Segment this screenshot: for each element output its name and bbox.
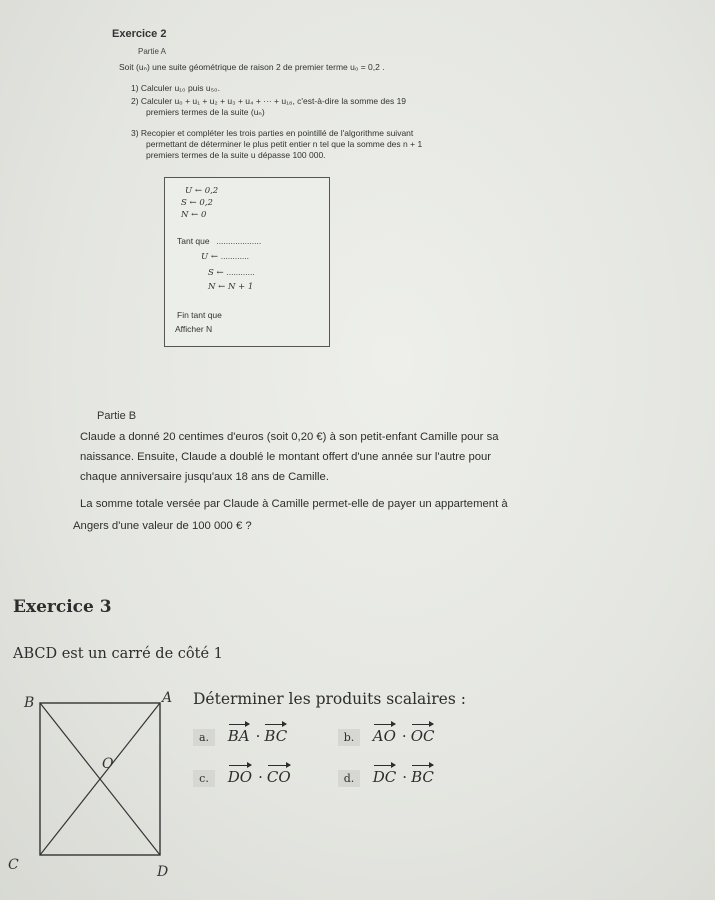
dot-symbol: · [258, 768, 263, 786]
scalar-item-d [338, 768, 436, 787]
algo-blank-u: ............ [220, 251, 250, 261]
algo-u-line [201, 251, 249, 262]
item-letter: d. [338, 770, 360, 787]
question-3-line2: permettant de déterminer le plus petit entier n tel que la somme des n + 1 [146, 139, 423, 149]
part-b-line5: Angers d'une valeur de 100 000 € ? [73, 520, 252, 532]
algo-init-n: N ← 0 [181, 210, 207, 220]
exercise3-statement: ABCD est un carré de côté 1 [13, 646, 223, 662]
dot-symbol: · [255, 727, 261, 745]
dot-symbol: · [402, 768, 408, 786]
vector-oc: OC [410, 727, 435, 745]
vertex-label-c: C [8, 857, 19, 873]
question-3-line1: 3) Recopier et compléter les trois parties en pointillé de l'algorithme suivant [131, 128, 414, 138]
vertex-label-b: B [24, 695, 35, 711]
scalar-item-c [193, 768, 293, 787]
vector-co: CO [266, 768, 291, 786]
algo-end-while: Fin tant que [177, 310, 222, 320]
part-b-line4: La somme totale versée par Claude à Camille permet-elle de payer un appartement à [80, 498, 508, 510]
algo-u-assign: U ← [201, 252, 218, 262]
dot-symbol: · [401, 727, 407, 745]
exercise3-title: Exercice 3 [13, 597, 112, 617]
algo-n-increment: N ← N + 1 [208, 282, 254, 292]
algo-s-assign: S ← [208, 268, 224, 278]
vector-do: DO [227, 768, 253, 786]
item-letter: b. [338, 729, 360, 746]
question-2-line1: 2) Calculer u₀ + u₁ + u₂ + u₃ + u₄ + ··· + u₁₈, c'est-à-dire la somme des 19 [131, 96, 407, 106]
vector-ao: AO [372, 727, 396, 745]
part-a-heading: Partie A [138, 47, 167, 56]
scalar-item-b [338, 727, 436, 746]
algorithm-box [164, 177, 330, 347]
scalar-item-a [193, 727, 289, 746]
scalar-products-instruction: Déterminer les produits scalaires : [193, 690, 466, 708]
vector-dc: DC [372, 768, 397, 786]
vector-bc: BC [264, 727, 288, 745]
center-label-o: O [102, 756, 114, 772]
algo-while-line [177, 236, 261, 247]
item-letter: c. [193, 770, 215, 787]
exercise2-title: Exercice 2 [112, 28, 167, 40]
question-2-line2: premiers termes de la suite (uₙ) [146, 107, 265, 117]
item-letter: a. [193, 729, 215, 746]
question-1: 1) Calculer u₁₀ puis u₅₀. [131, 83, 220, 93]
algo-init-u: U ← 0,2 [185, 186, 219, 196]
algo-s-line [208, 267, 255, 278]
algo-blank-condition: ................... [216, 236, 262, 246]
exercise2-intro: Soit (uₙ) une suite géométrique de raison 2 de premier terme u₀ = 0,2 . [119, 62, 385, 72]
algo-display: Afficher N [175, 324, 213, 334]
part-b-line1: Claude a donné 20 centimes d'euros (soit 0,20 €) à son petit-enfant Camille pour sa [80, 431, 499, 443]
vertex-label-d: D [157, 864, 169, 880]
part-b-line2: naissance. Ensuite, Claude a doublé le montant offert d'une année sur l'autre pour [80, 451, 492, 463]
part-b-line3: chaque anniversaire jusqu'aux 18 ans de Camille. [80, 471, 329, 483]
square-figure [0, 690, 190, 890]
algo-while-keyword: Tant que [177, 236, 210, 246]
algo-init-s: S ← 0,2 [181, 198, 213, 208]
vector-bc: BC [411, 768, 434, 786]
part-b-heading: Partie B [97, 410, 137, 422]
algo-blank-s: ............ [226, 267, 255, 277]
vertex-label-a: A [162, 690, 173, 706]
vector-ba: BA [227, 727, 250, 745]
question-3-line3: premiers termes de la suite u dépasse 100 000. [146, 150, 326, 160]
